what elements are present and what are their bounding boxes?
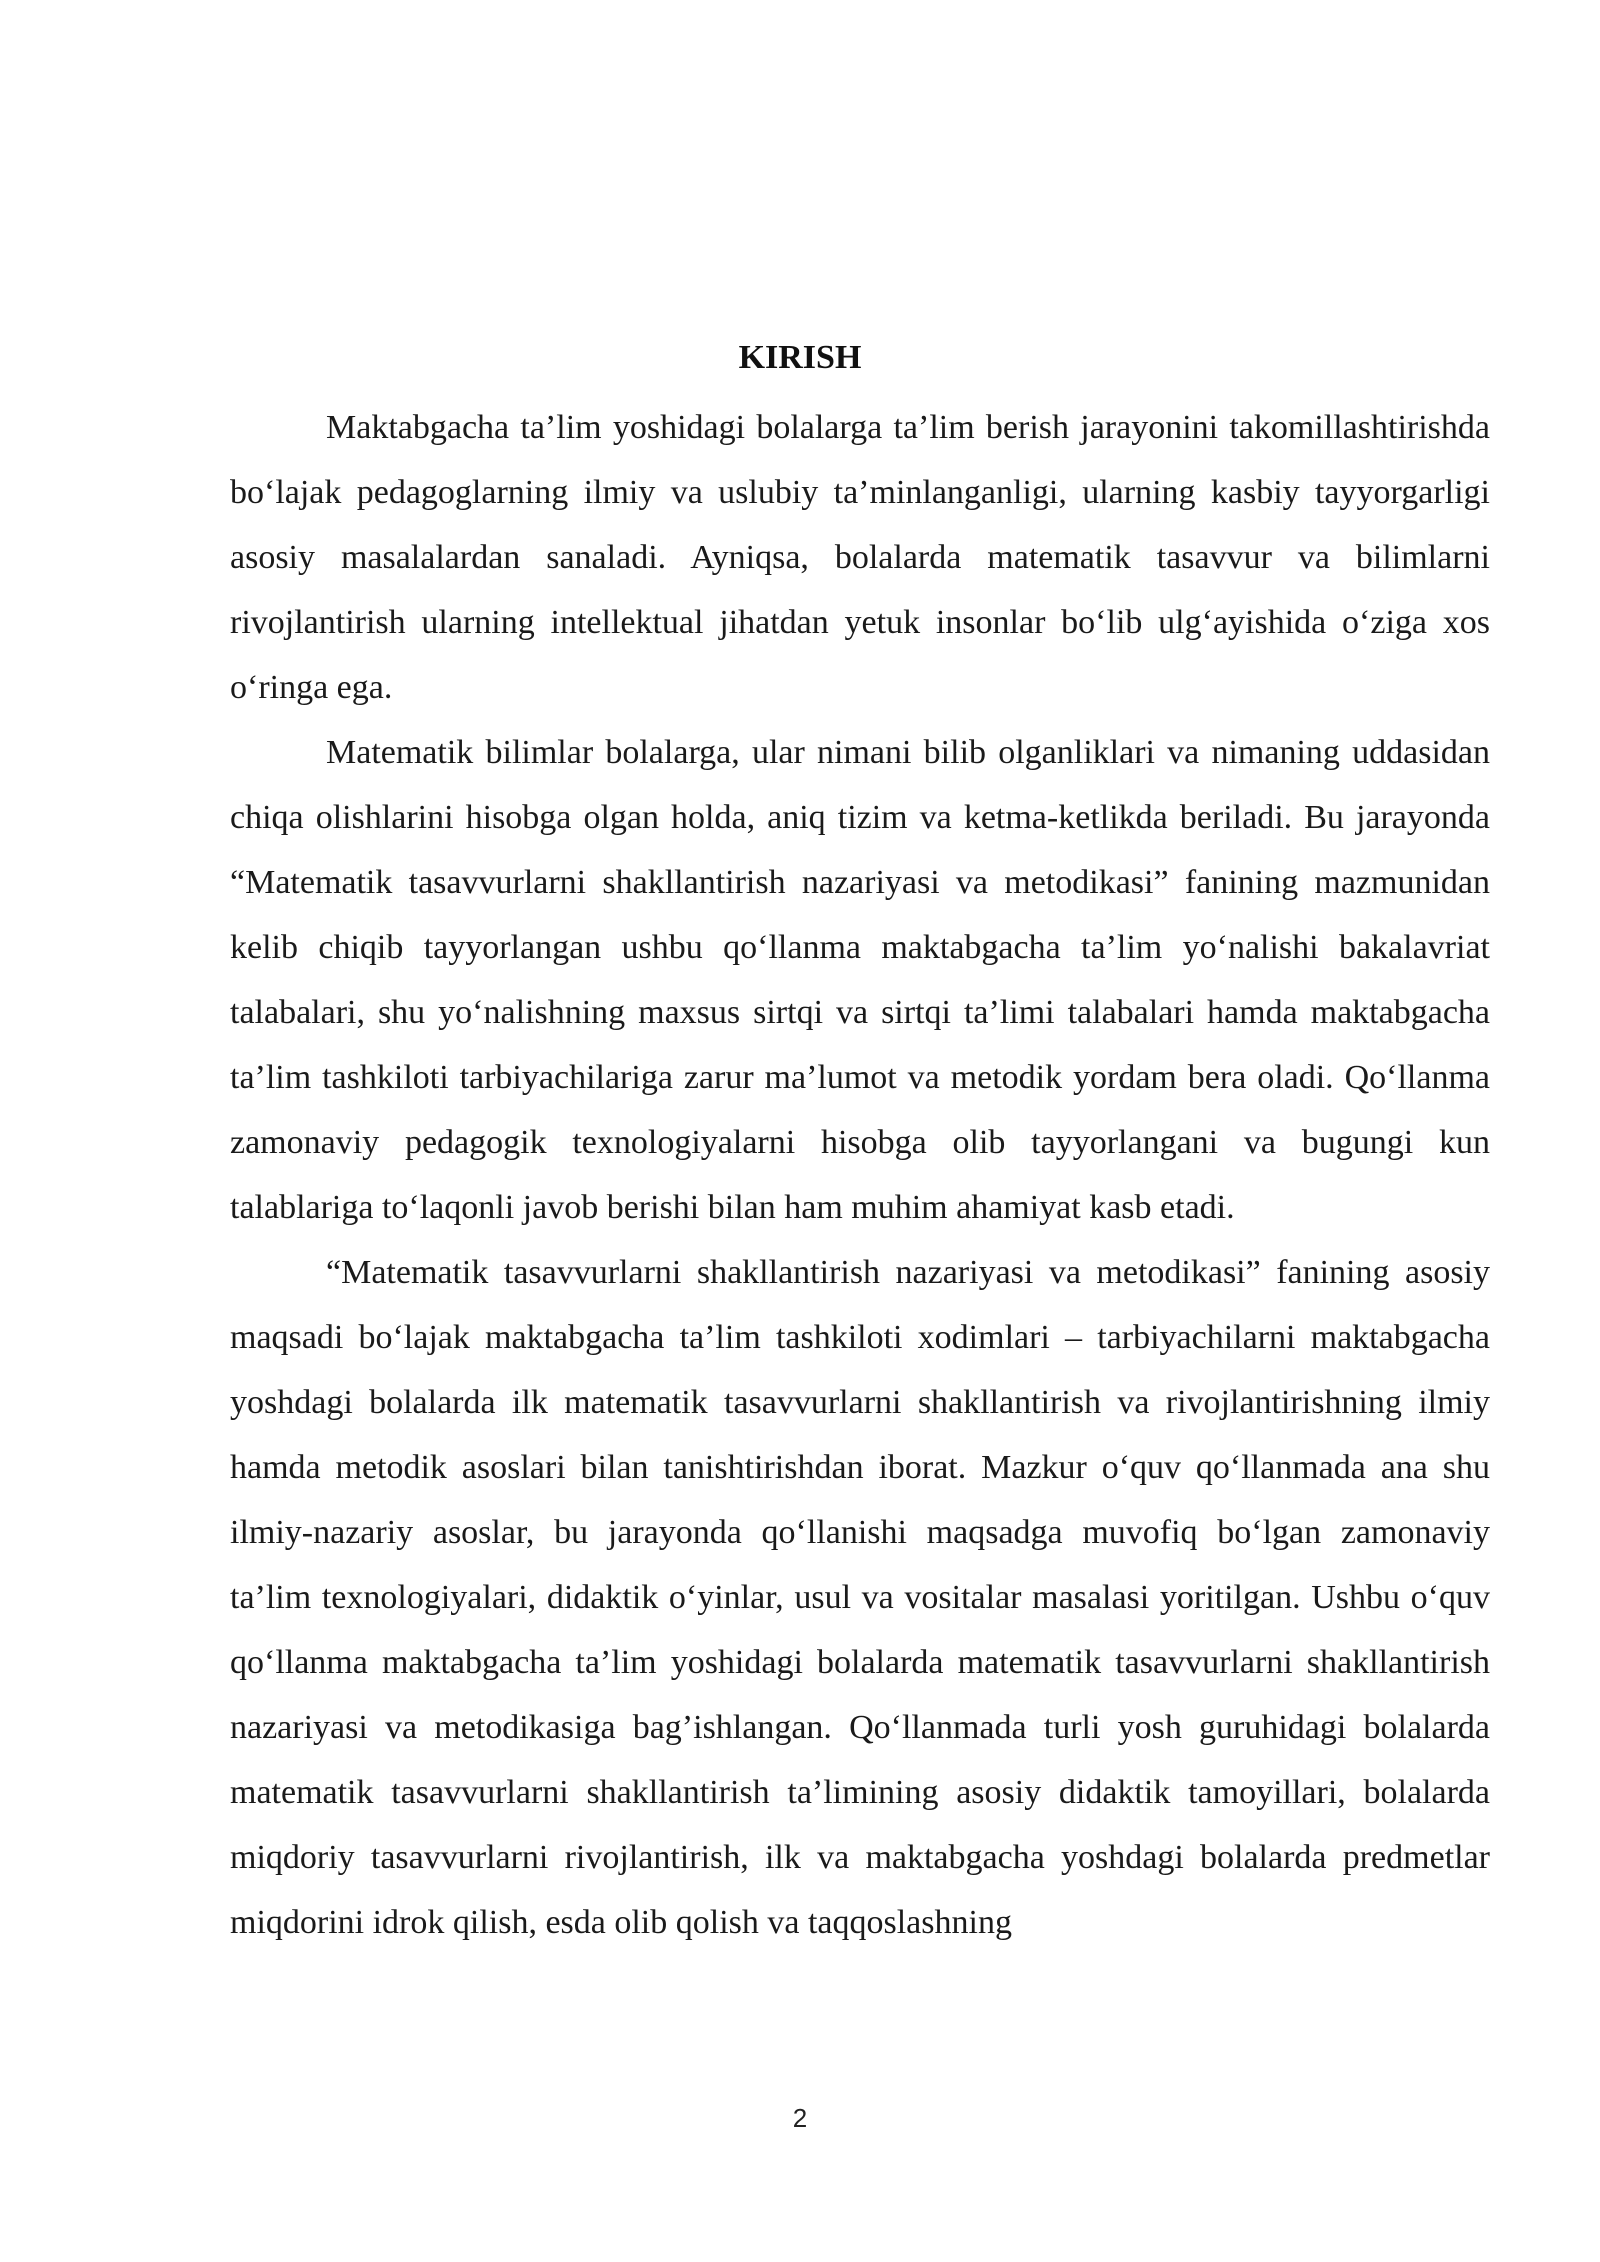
paragraph-3: “Matematik tasavvurlarni shakllantirish nazariyasi va metodikasi” fanining asosiy maqsadi bo‘lajak maktabgacha ta’lim tashkiloti xodimlari – tarbiyachilarni maktabgacha yoshdagi bolalarda ilk matematik tasavvurlarni shakllantirish va rivojlantirishning ilmiy hamda metodik asoslari bilan tanishtirishdan iborat. Mazkur o‘quv qo‘llanmada ana shu ilmiy-nazariy asoslar, bu jarayonda qo‘llanishi maqsadga muvofiq bo‘lgan zamonaviy ta’lim texnologiyalari, didaktik o‘yinlar, usul va vositalar masalasi yoritilgan. Ushbu o‘quv qo‘llanma maktabgacha ta’lim yoshidagi bolalarda matematik tasavvurlarni shakllantirish nazariyasi va metodikasiga bag’ishlangan. Qo‘llanmada turli yosh guruhidagi bolalarda matematik tasavvurlarni shakllantirish ta’limining asosiy didaktik tamoyillari, bolalarda miqdoriy tasavvurlarni rivojlantirish, ilk va maktabgacha yoshdagi bolalarda predmetlar miqdorini idrok qilish, esda olib qolish va taqqoslashning: [230, 1254, 1490, 1941]
paragraph-1: Maktabgacha ta’lim yoshidagi bolalarga ta’lim berish jarayonini takomillashtirishda bo‘lajak pedagoglarning ilmiy va uslubiy ta’minlanganligi, ularning kasbiy tayyorgarligi asosiy masalalardan sanaladi. Ayniqsa, bolalarda matematik tasavvur va bilimlarni rivojlantirish ularning intellektual jihatdan yetuk insonlar bo‘lib ulg‘ayishida o‘ziga xos o‘ringa ega.: [230, 409, 1490, 706]
page-title: KIRISH: [738, 339, 862, 376]
body-text: [230, 395, 1490, 1955]
page-number: 2: [792, 2103, 808, 2133]
paragraph-2: Matematik bilimlar bolalarga, ular nimani bilib olganliklari va nimaning uddasidan chiqa olishlarini hisobga olgan holda, aniq tizim va ketma-ketlikda beriladi. Bu jarayonda “Matematik tasavvurlarni shakllantirish nazariyasi va metodikasi” fanining mazmunidan kelib chiqib tayyorlangan ushbu qo‘llanma maktabgacha ta’lim yo‘nalishi bakalavriat talabalari, shu yo‘nalishning maxsus sirtqi va sirtqi ta’limi talabalari hamda maktabgacha ta’lim tashkiloti tarbiyachilariga zarur ma’lumot va metodik yordam bera oladi. Qo‘llanma zamonaviy pedagogik texnologiyalarni hisobga olib tayyorlangani va bugungi kun talablariga to‘laqonli javob berishi bilan ham muhim ahamiyat kasb etadi.: [230, 734, 1490, 1226]
